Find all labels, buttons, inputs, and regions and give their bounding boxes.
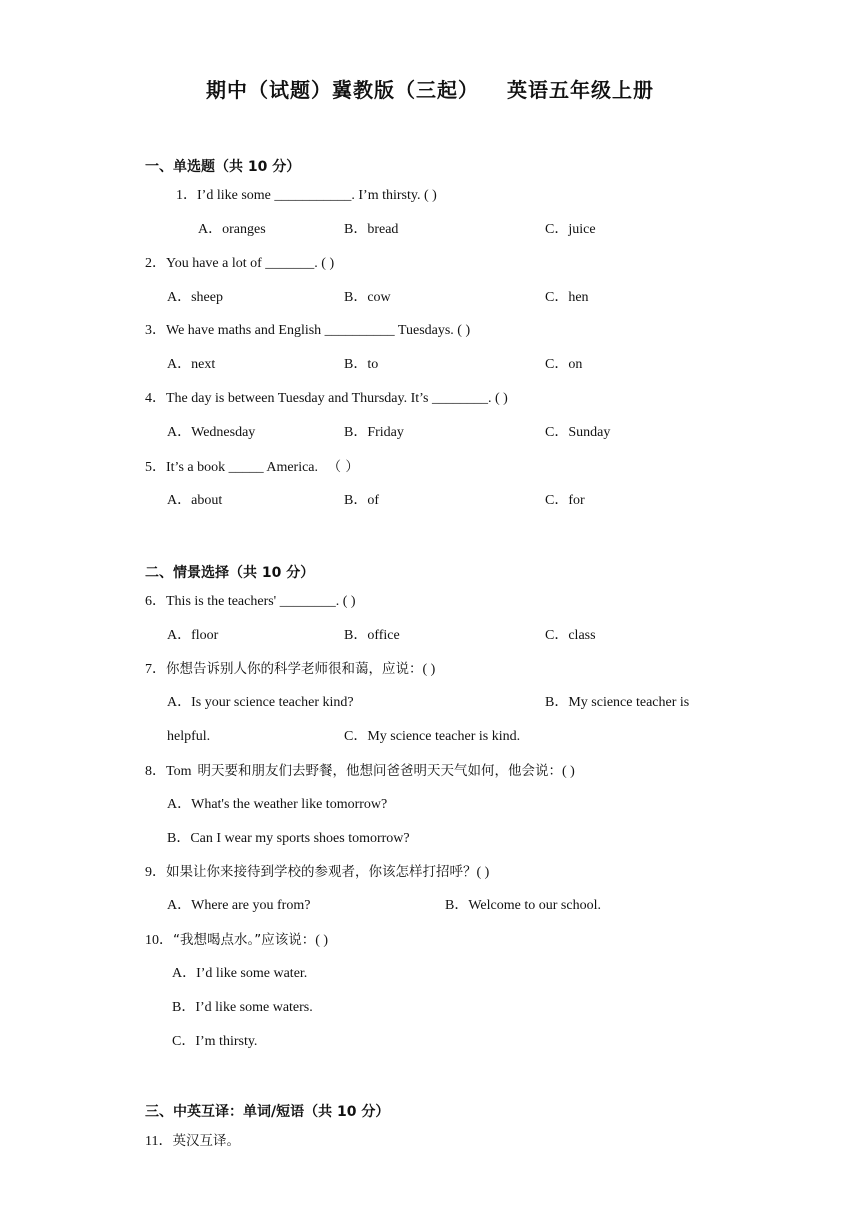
page-title — [0, 74, 860, 103]
question-6-stem: 6．This is the teachers' ________. ( ) — [145, 594, 356, 609]
question-10-text: “我想喝点水。”应该说： — [173, 932, 316, 948]
question-10-option-c: C．I’m thirsty. — [172, 1034, 258, 1049]
question-1-option-c: C．juice — [545, 222, 596, 237]
question-5-answer-paren: （ ） — [327, 459, 359, 475]
question-9-stem — [145, 863, 489, 882]
question-3-stem: 3．We have maths and English __________ Tuesdays. ( ) — [145, 323, 471, 338]
question-8-option-a: A．What's the weather like tomorrow? — [167, 797, 388, 812]
question-4-option-a: A．Wednesday — [167, 425, 256, 440]
question-11-number: 11． — [145, 1134, 173, 1149]
question-3-option-c: C．on — [545, 357, 583, 372]
question-2-option-a: A．sheep — [167, 290, 223, 305]
question-8-option-b: B．Can I wear my sports shoes tomorrow? — [167, 831, 410, 846]
question-11-stem — [145, 1132, 240, 1151]
question-7-number: 7． — [145, 662, 166, 677]
question-5-option-b: B．of — [344, 493, 379, 508]
question-2-option-c: C．hen — [545, 290, 589, 305]
question-1-stem: 1．I’d like some ___________. I’m thirsty. ( ) — [176, 188, 437, 203]
section-heading-2: 二、情景选择（共 10 分） — [145, 565, 315, 581]
question-7-stem — [145, 660, 435, 679]
question-6-option-b: B．office — [344, 628, 400, 643]
question-3-option-b: B．to — [344, 357, 379, 372]
question-5-stem — [145, 458, 359, 477]
question-5-stem-text: 5．It’s a book _____ America. — [145, 460, 319, 475]
question-4-option-b: B．Friday — [344, 425, 404, 440]
section-heading-1: 一、单选题（共 10 分） — [145, 159, 301, 175]
question-6-option-c: C．class — [545, 628, 596, 643]
question-7-option-b: B．My science teacher is — [545, 695, 690, 710]
question-10-option-a: A．I’d like some water. — [172, 966, 308, 981]
question-7-answer-paren: ( ) — [422, 662, 436, 677]
question-7-option-b-continued: helpful. — [167, 729, 211, 744]
question-3-option-a: A．next — [167, 357, 216, 372]
question-2-stem: 2．You have a lot of _______. ( ) — [145, 256, 335, 271]
question-8-answer-paren: ( ) — [561, 764, 575, 779]
question-5-option-c: C．for — [545, 493, 585, 508]
question-5-option-a: A．about — [167, 493, 223, 508]
question-8-number: 8．Tom — [145, 764, 192, 779]
question-4-stem: 4．The day is between Tuesday and Thursday. It’s ________. ( ) — [145, 391, 508, 406]
question-9-option-b: B．Welcome to our school. — [445, 898, 601, 913]
question-10-number: 10． — [145, 933, 173, 948]
question-10-option-b: B．I’d like some waters. — [172, 1000, 313, 1015]
question-8-stem — [145, 762, 575, 781]
question-10-stem — [145, 931, 328, 950]
question-9-answer-paren: ( ) — [476, 865, 490, 880]
page-title-sub: 英语五年级上册 — [507, 78, 654, 102]
question-9-option-a: A．Where are you from? — [167, 898, 311, 913]
question-7-text: 你想告诉别人你的科学老师很和蔼，应说： — [166, 661, 423, 677]
question-7-option-a: A．Is your science teacher kind? — [167, 695, 354, 710]
question-1-option-a: A．oranges — [198, 222, 266, 237]
page-title-main: 期中（试题）冀教版（三起） — [206, 78, 479, 102]
question-11-text: 英汉互译。 — [172, 1133, 240, 1149]
section-heading-3: 三、中英互译：单词/短语（共 10 分） — [145, 1104, 390, 1120]
question-7-option-c: C．My science teacher is kind. — [344, 729, 521, 744]
question-10-answer-paren: ( ) — [315, 933, 329, 948]
question-2-option-b: B．cow — [344, 290, 391, 305]
question-4-option-c: C．Sunday — [545, 425, 611, 440]
question-1-option-b: B．bread — [344, 222, 399, 237]
question-9-text: 如果让你来接待到学校的参观者，你该怎样打招呼？ — [166, 864, 477, 880]
question-8-text: 明天要和朋友们去野餐，他想问爸爸明天天气如何，他会说： — [197, 763, 562, 779]
question-9-number: 9． — [145, 865, 166, 880]
question-6-option-a: A．floor — [167, 628, 219, 643]
